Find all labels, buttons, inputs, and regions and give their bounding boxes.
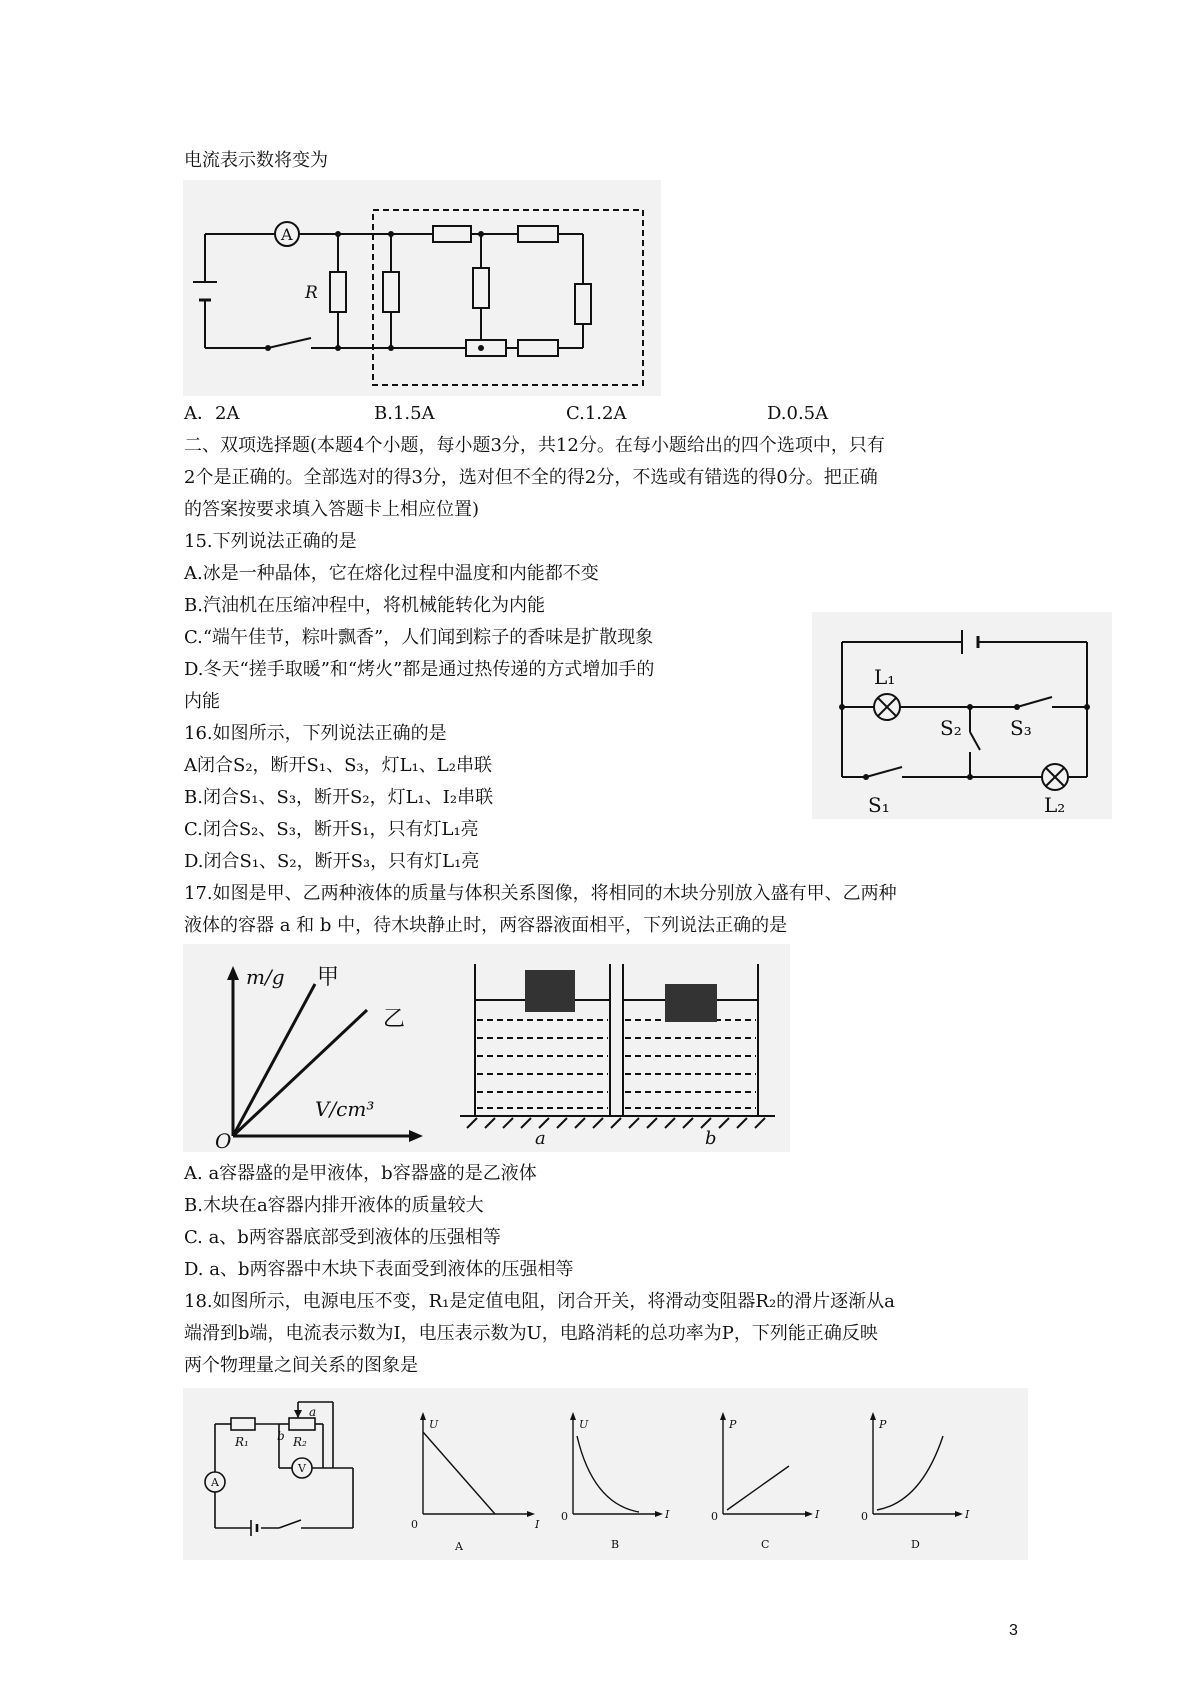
q17-stem-line-1: 17.如图是甲、乙两种液体的质量与体积关系图像，将相同的木块分别放入盛有甲、乙两种 bbox=[184, 883, 897, 904]
line-jia-label: 甲 bbox=[317, 965, 340, 990]
slider-end-b: b bbox=[277, 1429, 285, 1443]
q14-option-b: B.1.5A bbox=[374, 403, 435, 424]
q15-option-b: B.汽油机在压缩冲程中，将机械能转化为内能 bbox=[184, 595, 545, 616]
container-a-label: a bbox=[535, 1128, 546, 1149]
graph-b-x-label: I bbox=[665, 1508, 670, 1521]
q15-stem: 15.下列说法正确的是 bbox=[184, 531, 357, 552]
q17-option-a: A. a容器盛的是甲液体，b容器盛的是乙液体 bbox=[184, 1163, 537, 1184]
graph-a-x-label: I bbox=[535, 1518, 540, 1531]
graph-c-origin: 0 bbox=[711, 1510, 718, 1523]
page-number: 3 bbox=[1009, 1622, 1018, 1639]
q15-option-a: A.冰是一种晶体，它在熔化过程中温度和内能都不变 bbox=[184, 563, 599, 584]
q16-stem: 16.如图所示，下列说法正确的是 bbox=[184, 723, 447, 744]
q16-option-c: C.闭合S₂、S₃，断开S₁，只有灯L₁亮 bbox=[184, 819, 479, 840]
section2-line-1: 二、双项选择题(本题4个小题，每小题3分，共12分。在每小题给出的四个选项中，只有 bbox=[184, 435, 885, 456]
voltmeter-letter: V bbox=[298, 1462, 306, 1475]
block-b bbox=[665, 984, 717, 1022]
q15-option-c: C.“端午佳节，粽叶飘香”，人们闻到粽子的香味是扩散现象 bbox=[184, 627, 654, 648]
graph-c-x-label: I bbox=[815, 1508, 820, 1521]
q15-option-d-cont: 内能 bbox=[184, 691, 220, 712]
y-axis-label: m/g bbox=[246, 965, 285, 989]
q17-stem-line-2: 液体的容器 a 和 b 中，待木块静止时，两容器液面相平，下列说法正确的是 bbox=[184, 915, 788, 936]
q18-stem-line-2: 端滑到b端，电流表示数为I，电压表示数为U，电路消耗的总功率为P，下列能正确反映 bbox=[184, 1323, 878, 1344]
q17-option-c: C. a、b两容器底部受到液体的压强相等 bbox=[184, 1227, 501, 1248]
graph-a-y-label: U bbox=[429, 1418, 439, 1431]
graph-a-origin: 0 bbox=[411, 1518, 418, 1531]
switch-s3-label: S₃ bbox=[1010, 716, 1032, 740]
q17-option-d: D. a、b两容器中木块下表面受到液体的压强相等 bbox=[184, 1259, 574, 1280]
lamp-l2-label: L₂ bbox=[1044, 793, 1066, 817]
section2-line-2: 2个是正确的。全部选对的得3分，选对但不全的得2分，不选或有错选的得0分。把正确 bbox=[184, 467, 878, 488]
graph-d-x-label: I bbox=[965, 1508, 970, 1521]
ammeter-letter: A bbox=[281, 225, 293, 244]
section2-line-3: 的答案按要求填入答题卡上相应位置) bbox=[184, 499, 480, 520]
q14-option-d: D.0.5A bbox=[767, 403, 829, 424]
graph-a-caption: A bbox=[455, 1540, 463, 1553]
block-a bbox=[525, 970, 575, 1012]
graph-c-y-label: P bbox=[729, 1418, 737, 1431]
line-yi-label: 乙 bbox=[383, 1007, 406, 1032]
q17-option-b: B.木块在a容器内排开液体的质量较大 bbox=[184, 1195, 484, 1216]
x-axis-label: V/cm³ bbox=[315, 1097, 375, 1121]
q14-option-a: A．2A bbox=[184, 403, 240, 424]
q14-tail-text: 电流表示数将变为 bbox=[184, 150, 328, 171]
ammeter-letter: A bbox=[211, 1476, 219, 1489]
graph-c-caption: C bbox=[761, 1538, 770, 1551]
q17-containers-figure bbox=[445, 944, 790, 1152]
q16-option-d: D.闭合S₁、S₂，断开S₃，只有灯L₁亮 bbox=[184, 851, 480, 872]
q15-option-d: D.冬天“搓手取暖”和“烤火”都是通过热传递的方式增加手的 bbox=[184, 659, 655, 680]
r2-label: R₂ bbox=[293, 1435, 307, 1449]
graph-b-y-label: U bbox=[579, 1418, 589, 1431]
lamp-l1-label: L₁ bbox=[874, 665, 896, 689]
q17-mass-volume-graph bbox=[183, 944, 445, 1152]
origin-label: O bbox=[215, 1129, 232, 1152]
graph-b-caption: B bbox=[611, 1538, 620, 1551]
q18-stem-line-3: 两个物理量之间关系的图象是 bbox=[184, 1355, 418, 1376]
graph-b-origin: 0 bbox=[561, 1510, 568, 1523]
graph-d-caption: D bbox=[911, 1538, 920, 1551]
slider-end-a: a bbox=[309, 1405, 317, 1419]
graph-d-y-label: P bbox=[879, 1418, 887, 1431]
q16-circuit-figure bbox=[812, 612, 1112, 819]
resistor-label: R bbox=[305, 283, 318, 303]
q16-option-b: B.闭合S₁、S₃，断开S₂，灯L₁、I₂串联 bbox=[184, 787, 494, 808]
q14-option-c: C.1.2A bbox=[566, 403, 627, 424]
q18-stem-line-1: 18.如图所示，电源电压不变，R₁是定值电阻，闭合开关，将滑动变阻器R₂的滑片逐渐从a bbox=[184, 1291, 895, 1312]
switch-s2-label: S₂ bbox=[940, 716, 962, 740]
graph-d-origin: 0 bbox=[861, 1510, 868, 1523]
r1-label: R₁ bbox=[235, 1435, 249, 1449]
switch-s1-label: S₁ bbox=[868, 793, 890, 817]
q16-option-a: A闭合S₂，断开S₁、S₃，灯L₁、L₂串联 bbox=[184, 755, 492, 776]
q18-figure-strip bbox=[183, 1388, 1028, 1560]
q14-circuit-figure bbox=[183, 180, 661, 396]
container-b-label: b bbox=[705, 1128, 717, 1149]
